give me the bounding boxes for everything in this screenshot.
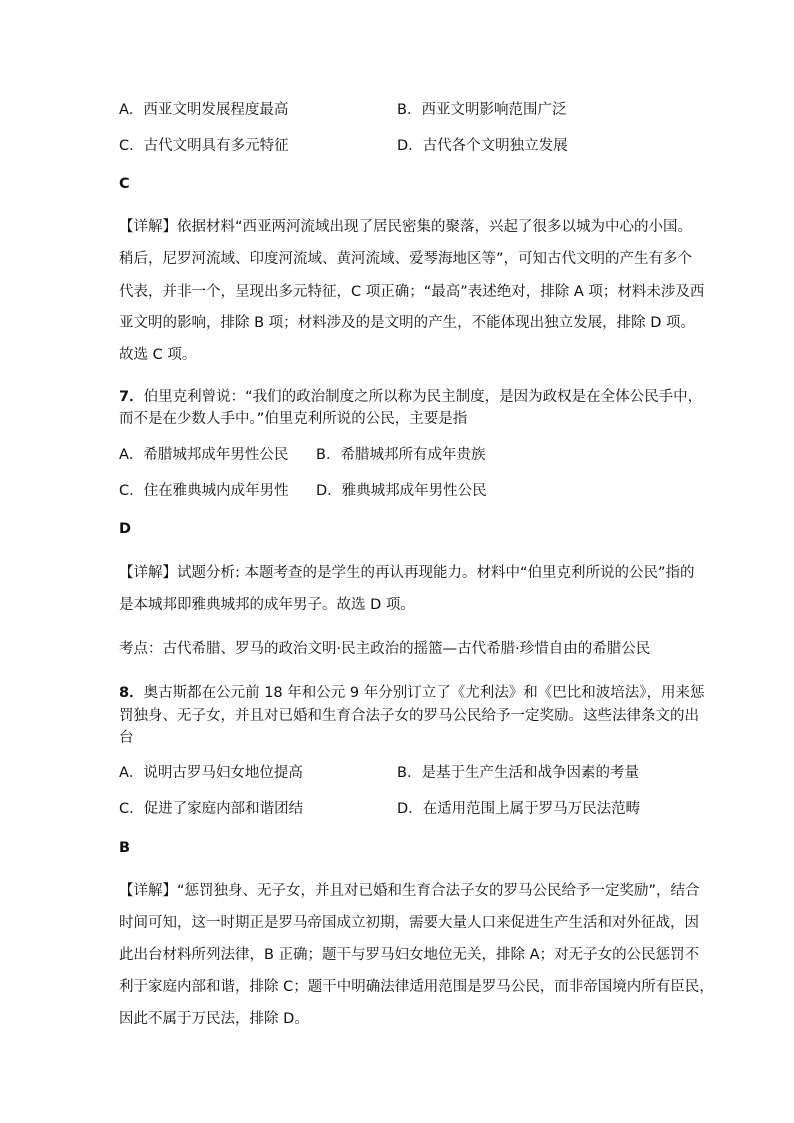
q8-stem-line: 台: [119, 730, 134, 746]
q7-option-d: D．雅典城邦成年男性公民: [316, 483, 487, 499]
q8-number: 8．: [119, 685, 144, 701]
q6-explanation-line: 稍后，尼罗河流域、印度河流域、黄河流域、爱琴海地区等”，可知古代文明的产生有多个: [119, 251, 693, 267]
q6-answer: C: [119, 176, 130, 192]
q7-kaodian: 考点：古代希腊、罗马的政治文明·民主政治的摇篮—古代希腊·珍惜自由的希腊公民: [119, 641, 651, 657]
q7-option-a: A．希腊城邦成年男性公民: [119, 447, 289, 463]
q7-stem-line: 伯里克利曾说：“我们的政治制度之所以称为民主制度，是因为政权是在全体公民手中，: [143, 389, 703, 405]
q7-option-b: B．希腊城邦所有成年贵族: [316, 447, 486, 463]
q8-option-a: A．说明古罗马妇女地位提高: [119, 765, 303, 781]
q7-stem-line: 而不是在少数人手中。”伯里克利所说的公民，主要是指: [119, 411, 468, 427]
q6-option-d: D．古代各个文明独立发展: [397, 138, 568, 154]
q8-stem: [119, 683, 704, 703]
q6-option-c: C．古代文明具有多元特征: [119, 138, 289, 154]
q8-explanation-line: 【详解】“惩罚独身、无子女，并且对已婚和生育合法子女的罗马公民给予一定奖励”，结合: [119, 883, 700, 899]
q7-option-c: C．住在雅典城内成年男性: [119, 483, 289, 499]
q8-answer: B: [119, 840, 131, 856]
q6-option-a: A．西亚文明发展程度最高: [119, 102, 289, 118]
q6-explanation-line: 亚文明的影响，排除 B 项；材料涉及的是文明的产生，不能体现出独立发展，排除 D 项。: [119, 315, 696, 331]
q8-stem-line: 奥古斯都在公元前 18 年和公元 9 年分别订立了《尤利法》和《巴比和波培法》，用来惩: [143, 685, 705, 701]
q6-explanation-line: 故选 C 项。: [119, 347, 197, 363]
q8-explanation-line: 此出台材料所列法律，B 正确；题干与罗马妇女地位无关，排除 A；对无子女的公民惩罚不: [119, 947, 700, 963]
q8-option-d: D．在适用范围上属于罗马万民法范畴: [397, 801, 641, 817]
q7-number: 7．: [119, 389, 144, 405]
q8-option-b: B．是基于生产生活和战争因素的考量: [397, 765, 639, 781]
q6-option-b: B．西亚文明影响范围广泛: [397, 102, 567, 118]
q8-explanation-line: 因此不属于万民法，排除 D。: [119, 1011, 309, 1027]
q7-stem: [119, 387, 702, 407]
q7-answer: D: [119, 521, 132, 537]
q6-explanation-line: 代表，并非一个，呈现出多元特征，C 项正确；“最高”表述绝对，排除 A 项；材料未涉及西: [119, 284, 705, 300]
q8-option-c: C．促进了家庭内部和谐团结: [119, 801, 304, 817]
q7-explanation-line: 是本城邦即雅典城邦的成年男子。故选 D 项。: [119, 597, 415, 613]
q6-explanation-line: 【详解】依据材料“西亚两河流域出现了居民密集的聚落，兴起了很多以城为中心的小国。: [119, 219, 693, 235]
q8-explanation-line: 利于家庭内部和谐，排除 C；题干中明确法律适用范围是罗马公民，而非帝国境内所有臣民，: [119, 979, 714, 995]
q8-explanation-line: 时间可知，这一时期正是罗马帝国成立初期，需要大量人口来促进生产生活和对外征战，因: [119, 915, 699, 931]
q7-explanation-line: 【详解】试题分析: 本题考查的是学生的再认再现能力。材料中“伯里克利所说的公民”指的: [119, 565, 695, 581]
q8-stem-line: 罚独身、无子女，并且对已婚和生育合法子女的罗马公民给予一定奖励。这些法律条文的出: [119, 708, 699, 724]
